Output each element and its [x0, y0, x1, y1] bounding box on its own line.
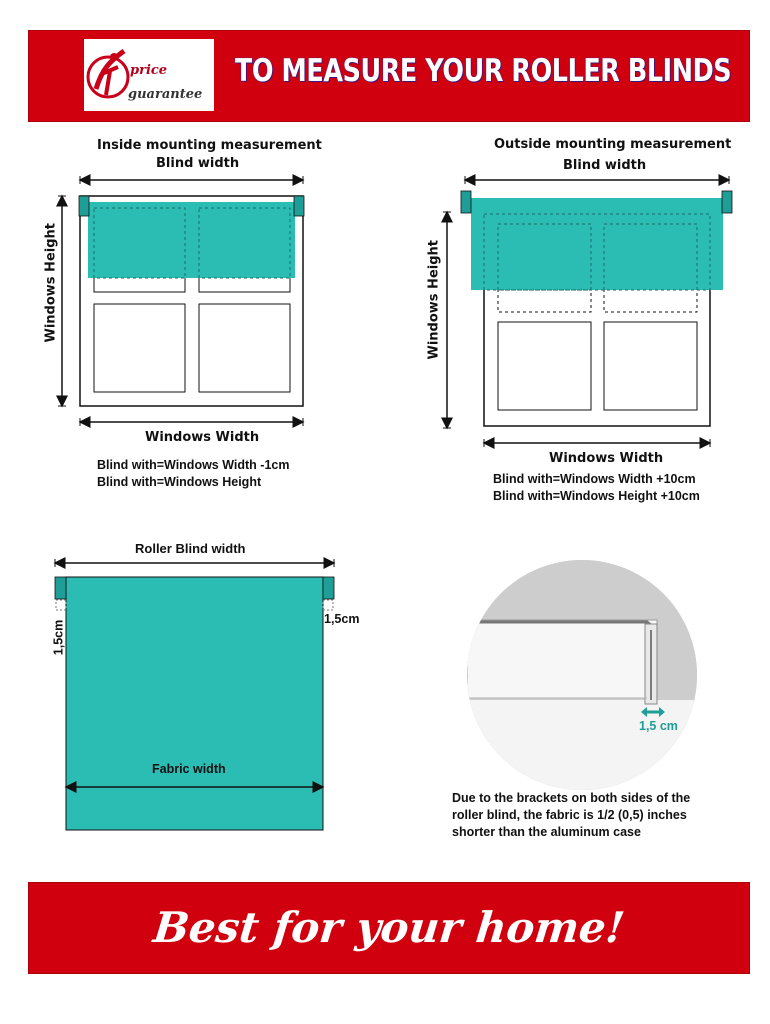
outside-note-1: Blind with=Windows Width +10cm	[493, 472, 696, 486]
logo-word-price: price	[130, 63, 168, 78]
photo-caption-line-1: Due to the brackets on both sides of the	[452, 791, 691, 805]
photo-caption-line-2: roller blind, the fabric is 1/2 (0,5) inches	[452, 808, 687, 822]
inside-note-2: Blind with=Windows Height	[97, 475, 262, 489]
logo-word-guarantee: guarantee	[128, 87, 203, 102]
roller-width-label: Roller Blind width	[135, 541, 246, 556]
inside-mount-diagram	[58, 176, 304, 426]
roller-right-gap-label: 1,5cm	[324, 612, 360, 626]
outside-title: Outside mounting measurement	[494, 137, 732, 152]
outside-windows-width-label: Windows Width	[549, 451, 664, 466]
roller-left-gap-label: 1,5cm	[51, 619, 66, 656]
photo-caption-line-3: shorter than the aluminum case	[452, 825, 641, 839]
inside-title: Inside mounting measurement	[97, 138, 322, 153]
inside-note-1: Blind with=Windows Width -1cm	[97, 458, 290, 472]
footer-slogan: Best for your home!	[151, 903, 627, 952]
fabric-width-label: Fabric width	[152, 762, 226, 776]
footer-banner	[28, 882, 750, 974]
page-title: TO MEASURE YOUR ROLLER BLINDS	[234, 53, 731, 89]
outside-windows-height-label: Windows Height	[426, 240, 442, 360]
outside-blind-width-label: Blind width	[563, 158, 647, 173]
photo-gap-label: 1,5 cm	[639, 719, 678, 733]
inside-blind-width-label: Blind width	[156, 156, 240, 171]
bracket-closeup-photo	[467, 560, 697, 790]
inside-windows-width-label: Windows Width	[145, 430, 260, 445]
outside-note-2: Blind with=Windows Height +10cm	[493, 489, 700, 503]
roller-blind-diagram	[55, 559, 334, 830]
roller-case-illustration	[467, 560, 697, 790]
inside-windows-height-label: Windows Height	[43, 223, 59, 343]
outside-mount-diagram	[443, 176, 732, 447]
